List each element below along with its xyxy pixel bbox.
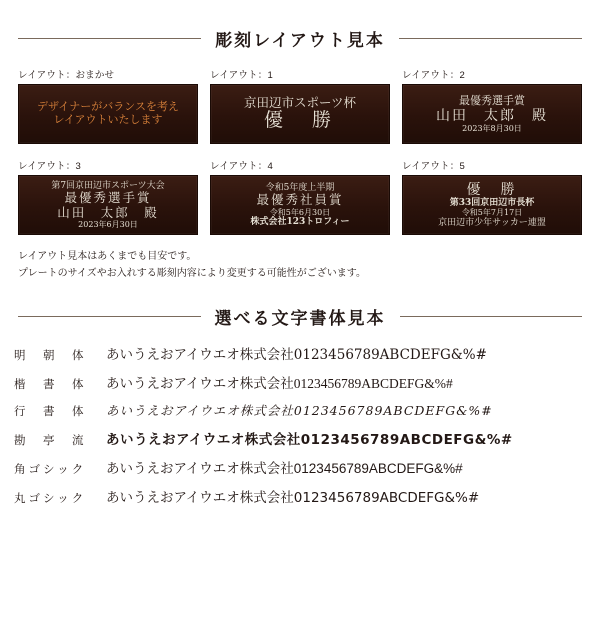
font-name: 勘 亭 流: [14, 435, 87, 447]
plate-cell: [402, 158, 582, 235]
font-sample-text: あいうえおアイウエオ株式会社0123456789ABCDEFG&%#: [106, 403, 493, 418]
plate-line: 令和5年6月30日: [269, 207, 331, 217]
plate-label: レイアウト：5: [402, 161, 465, 172]
plate-preview: [402, 175, 582, 235]
font-samples-list: [0, 343, 600, 506]
note-line: プレートのサイズやお入れする彫刻内容により変更する可能性がございます。: [18, 267, 366, 279]
plate-line: 令和5年7月17日: [461, 208, 523, 218]
plate-line: デザイナーがバランスを考え: [37, 100, 179, 114]
plate-line: 最優秀社員賞: [256, 192, 344, 208]
plate-cell: [402, 67, 582, 144]
plate-line: 第33回京田辺市長杯: [449, 198, 535, 209]
heading-rule-right: [400, 316, 583, 317]
font-name: 行 書 体: [14, 406, 87, 418]
font-sample-row-maru-gothic: [14, 486, 586, 506]
font-sample-row-kaku-gothic: [14, 457, 586, 477]
font-sample-row-gyosho: [14, 401, 586, 419]
plate-line: 最優秀選手賞: [64, 190, 152, 206]
plate-label: レイアウト：3: [18, 161, 81, 172]
plate-preview: [210, 175, 390, 235]
font-heading-text: 選べる文字書体見本: [214, 309, 386, 329]
plate-line: 株式会社123トロフィー: [250, 216, 350, 227]
layout-section-heading: [0, 26, 600, 51]
plate-cell: [210, 158, 390, 235]
heading-rule-left: [18, 38, 201, 39]
heading-rule-right: [399, 38, 582, 39]
plate-line: 2023年8月30日: [462, 123, 522, 133]
font-sample-row-kantei: [14, 428, 586, 448]
font-name: 明 朝 体: [14, 350, 87, 362]
plate-line: 京田辺市少年サッカー連盟: [438, 217, 546, 228]
plate-label: レイアウト：1: [210, 70, 273, 81]
plate-cell: [18, 158, 198, 235]
plate-line: 山田 太郎 殿: [436, 107, 548, 124]
layout-heading-text: 彫刻レイアウト見本: [215, 31, 385, 51]
plate-line: レイアウトいたします: [53, 113, 163, 126]
page-root: [0, 26, 600, 626]
font-sample-text: あいうえおアイウエオ株式会社0123456789ABCDEFG&%#: [106, 461, 463, 476]
layout-notes: [0, 249, 600, 282]
plate-line: 最優秀選手賞: [459, 94, 525, 108]
font-sample-text: あいうえおアイウエオ株式会社0123456789ABCDEFG&%#: [106, 347, 487, 363]
plate-line: 山田 太郎 殿: [57, 204, 159, 220]
plate-cell: [18, 67, 198, 144]
font-name: 角ゴシック: [14, 464, 87, 476]
heading-rule-left: [18, 316, 201, 317]
plate-line: 優 勝: [466, 182, 518, 199]
note-line: レイアウト見本はあくまでも目安です。: [18, 251, 197, 262]
plate-samples-grid: [0, 67, 600, 235]
plate-preview: [18, 84, 198, 144]
font-sample-row-kaisho: [14, 372, 586, 392]
plate-cell: [210, 67, 390, 144]
plate-label: レイアウト：おまかせ: [18, 70, 115, 81]
plate-line: 京田辺市スポーツ杯: [243, 94, 356, 110]
font-section-heading: [0, 304, 600, 329]
plate-preview: [18, 175, 198, 235]
font-sample-text: あいうえおアイウエオ株式会社0123456789ABCDEFG&%#: [106, 376, 453, 391]
font-sample-text: あいうえおアイウエオ株式会社0123456789ABCDEFG&%#: [106, 432, 513, 448]
plate-line: 第7回京田辺市スポーツ大会: [51, 180, 165, 191]
plate-line: 令和5年度上半期: [265, 182, 335, 193]
plate-label: レイアウト：4: [210, 161, 273, 172]
plate-line: 2023年6月30日: [78, 219, 138, 229]
font-sample-row-mincho: [14, 343, 586, 363]
plate-label: レイアウト：2: [402, 70, 465, 81]
font-name: 丸ゴシック: [14, 493, 87, 505]
plate-line: 優 勝: [263, 109, 336, 132]
font-name: 楷 書 体: [14, 379, 87, 391]
plate-preview: [210, 84, 390, 144]
font-sample-text: あいうえおアイウエオ株式会社0123456789ABCDEFG&%#: [106, 490, 480, 506]
plate-preview: [402, 84, 582, 144]
